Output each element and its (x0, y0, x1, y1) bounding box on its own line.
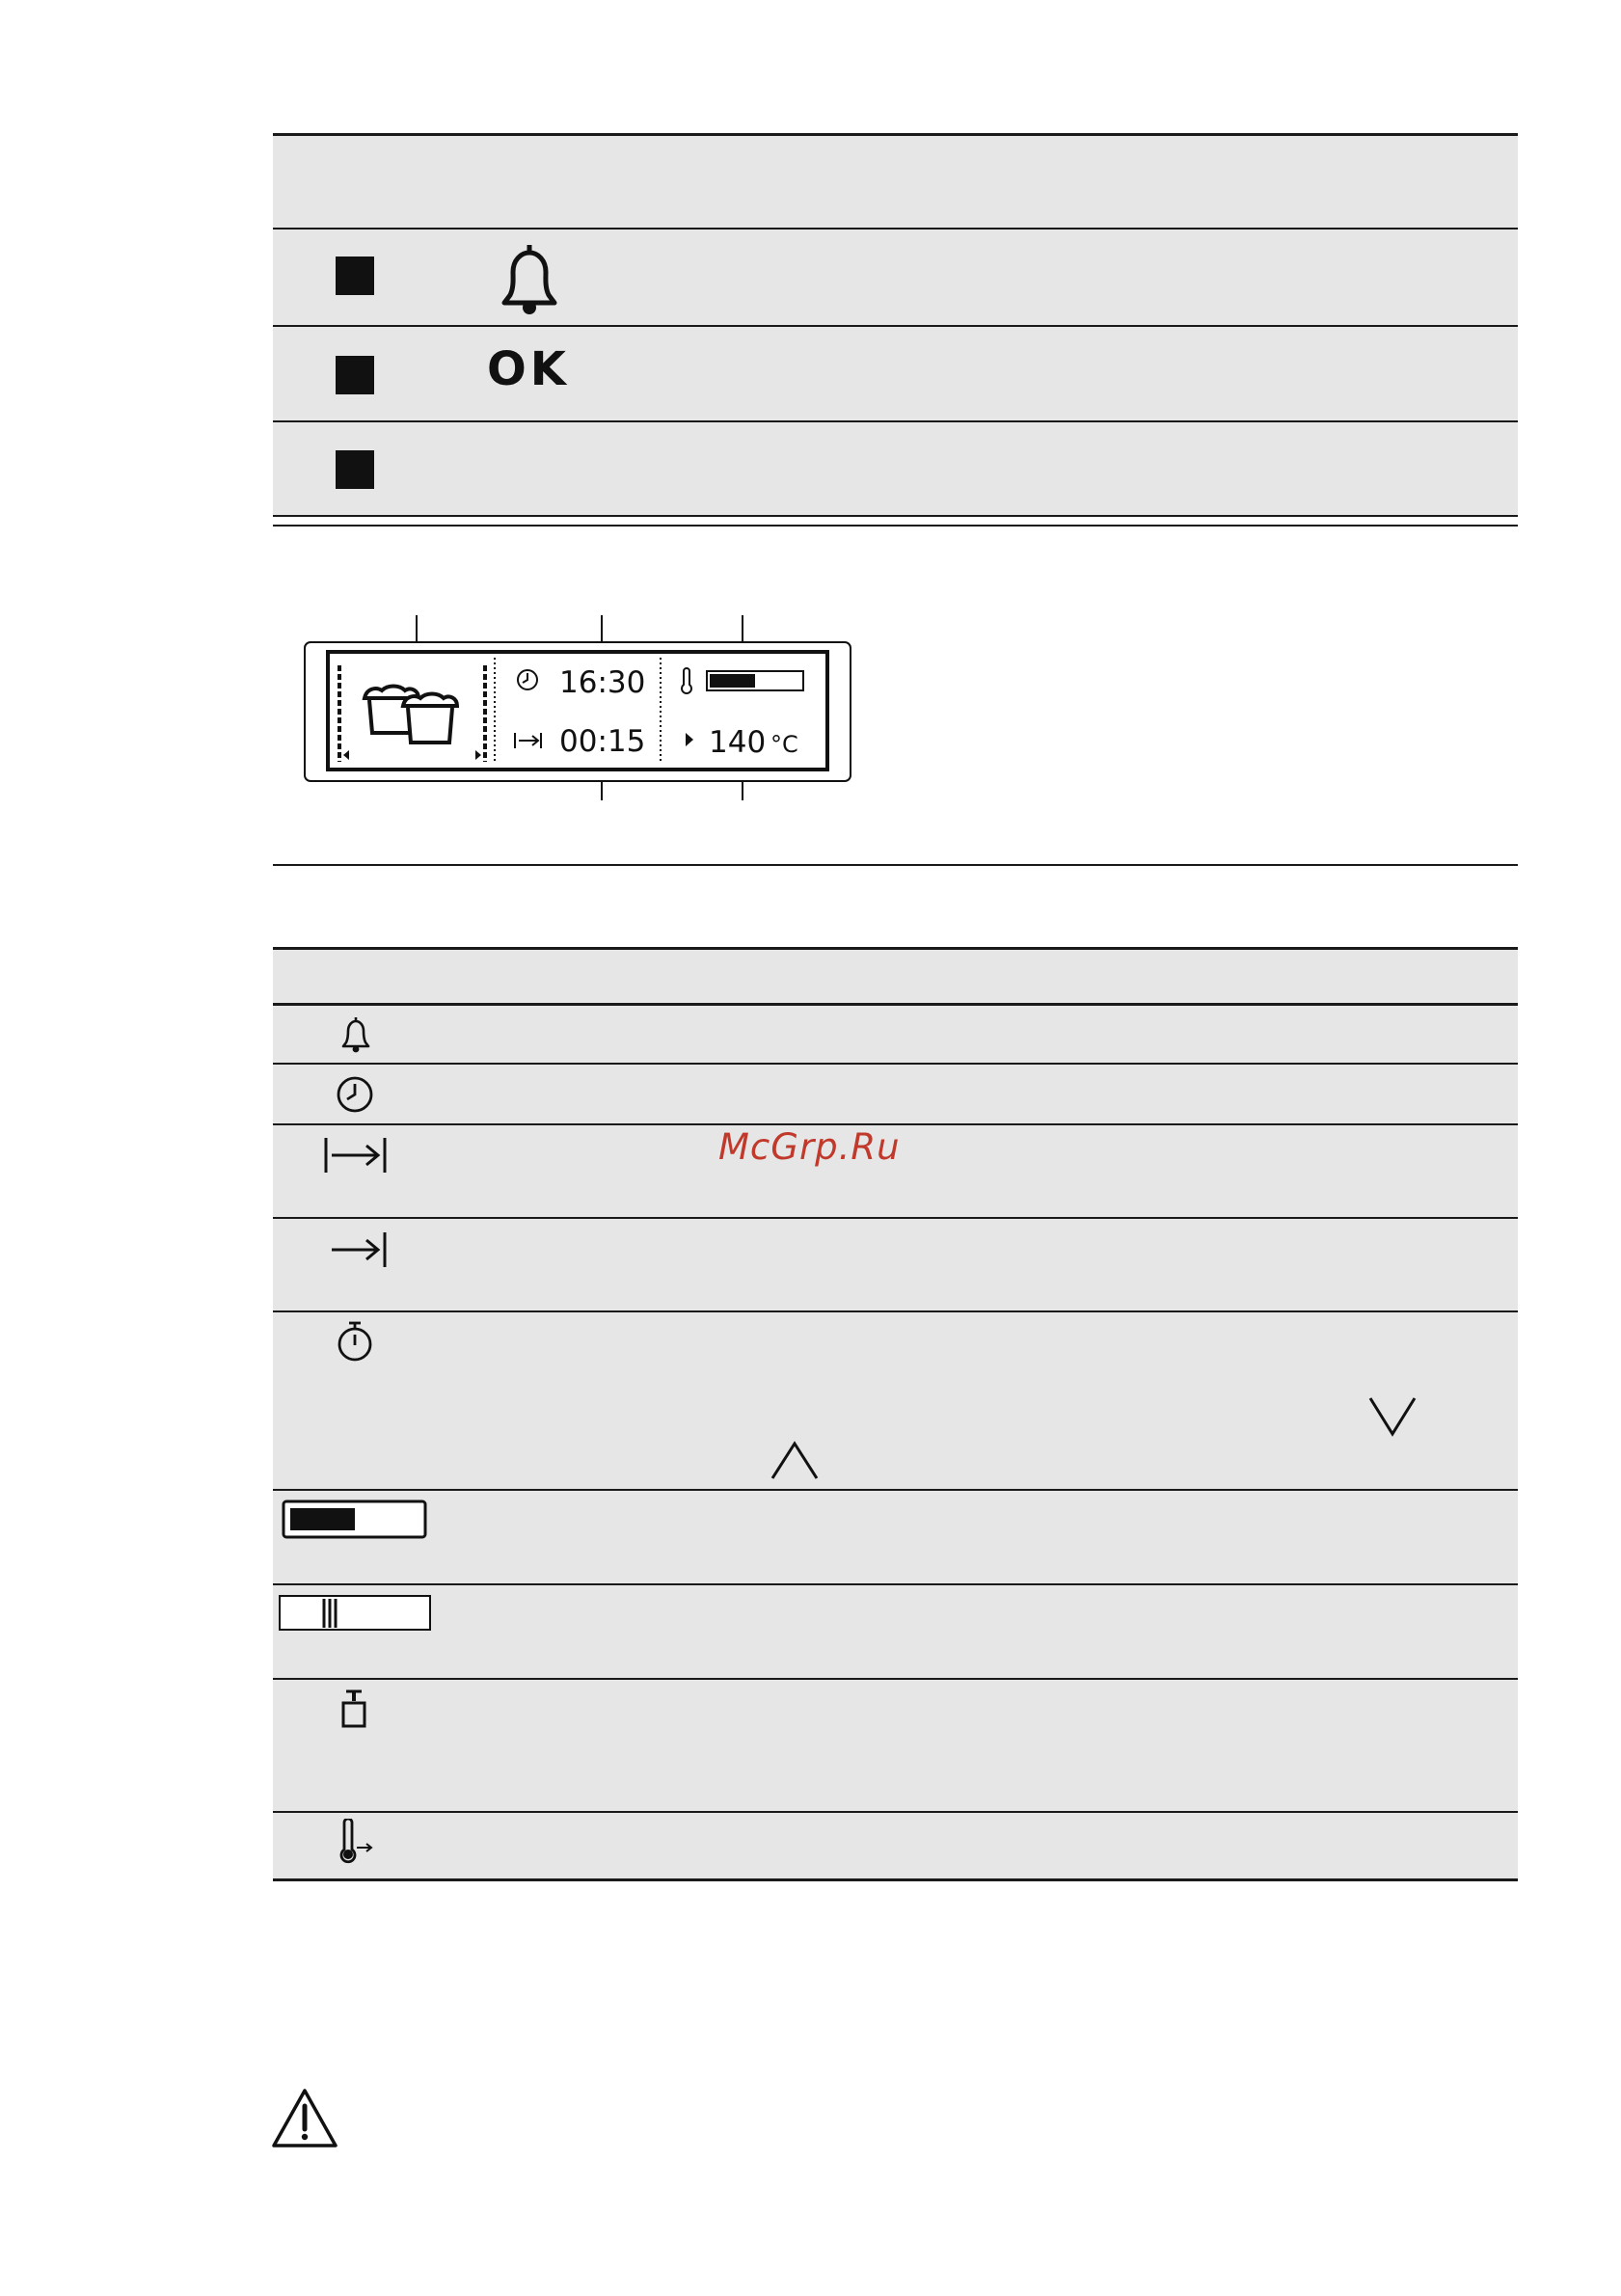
heat-bar-icon (282, 1499, 428, 1541)
core-temperature-icon (336, 1819, 376, 1865)
residual-heat-bar-icon (278, 1593, 432, 1634)
watermark-text: McGrp.Ru (718, 1126, 901, 1168)
end-icon (328, 1229, 388, 1271)
top-table-row-3 (273, 422, 1518, 515)
indicator-row (273, 1813, 1518, 1878)
bell-icon (492, 239, 567, 318)
display-temperature: 140 (709, 725, 767, 760)
top-table-rule (273, 525, 1518, 527)
indicator-row (273, 1680, 1518, 1811)
top-table-row-1 (273, 230, 1518, 325)
row-marker-square (336, 257, 374, 295)
chevron-down-icon (1367, 1395, 1418, 1438)
weight-icon (338, 1688, 370, 1730)
indicator-row (273, 1585, 1518, 1678)
display-time: 16:30 (559, 665, 646, 700)
indicator-row (273, 1006, 1518, 1063)
indicator-row (273, 1219, 1518, 1310)
timer-icon (336, 1320, 374, 1363)
section-rule (273, 864, 1518, 866)
top-table-rule (273, 133, 1518, 136)
indicator-row (273, 1065, 1518, 1123)
top-table-header-band (273, 135, 1518, 228)
bell-icon (338, 1014, 374, 1055)
indicator-row (273, 1491, 1518, 1583)
top-table-rule (273, 515, 1518, 517)
clock-icon (336, 1075, 374, 1114)
indicator-row (273, 1312, 1518, 1489)
top-table-row-2 (273, 327, 1518, 420)
chevron-up-icon (770, 1441, 820, 1481)
warning-icon (270, 2087, 339, 2150)
indicator-table-bottom-rule (273, 1878, 1518, 1881)
duration-icon (322, 1134, 390, 1176)
oven-display-diagram (299, 608, 858, 800)
row-marker-square (336, 450, 374, 489)
display-duration: 00:15 (559, 724, 646, 759)
indicator-table-header-band (273, 950, 1518, 1003)
row-marker-square (336, 356, 374, 394)
display-temperature-unit: °C (770, 731, 798, 758)
ok-label: OK (487, 342, 570, 396)
heat-bar-fill (710, 674, 755, 688)
